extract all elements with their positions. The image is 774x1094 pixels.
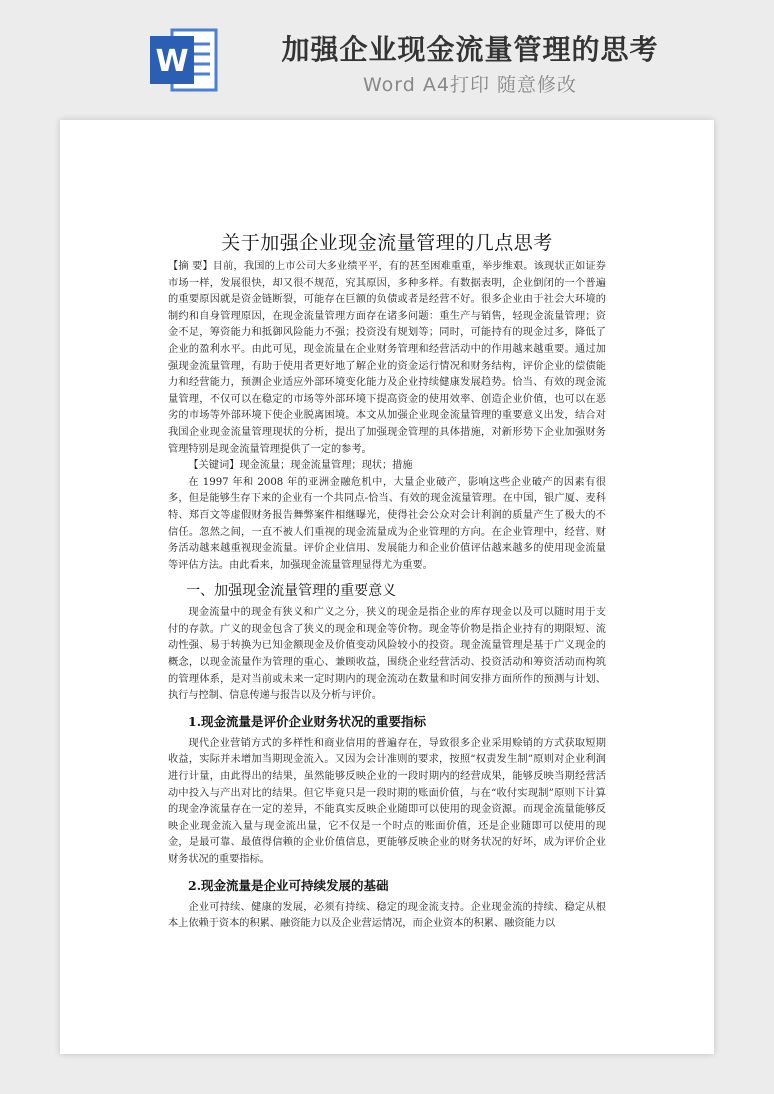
abstract: 【摘 要】目前，我国的上市公司大多业绩平平，有的甚至困难重重，举步维艰。该现状正如证券市场一样，发展很快，却又很不规范，究其原因，多种多样。有数据表明，企业倒闭的一个普遍的重要原因就是资金链断裂，可能存在巨额的负债或者是经营不好。很多企业由于社会大环境的制约和自身管理原因，在现金流量管理方面存在诸多问题：重生产与销售，轻现金流量管理；资金不足，筹资能力和抵御风险能力不强；投资没有规划等；同时，可能持有的现金过多，降低了企业的盈利水平。由此可见，现金流量在企业财务管理和经营活动中的作用越来越重要。通过加强现金流量管理，有助于使用者更好地了解企业的资金运行情况和财务结构，评价企业的偿债能力和经营能力，预测企业适应外部环境变化能力及企业持续健康发展趋势。恰当、有效的现金流量管理，不仅可以在稳定的市场等外部环境下提高资金的使用效率、创造企业价值，也可以在恶劣的市场等外部环境下使企业脱离困境。本文从加强企业现金流量管理的重要意义出发，结合对我国企业现金流量管理现状的分析，提出了加强现金管理的具体措施，对新形势下企业加强财务管理特别是现金流量管理提供了一定的参考。: [168, 261, 606, 455]
intro-paragraph: 在 1997 年和 2008 年的亚洲金融危机中，大量企业破产，影响这些企业破产的因素有很多，但是能够生存下来的企业有一个共同点-恰当、有效的现金流量管理。在中国，银广厦、麦科特、郑百文等虚假财务报告舞弊案件相继曝光，使得社会公众对会计利润的质量产生了极大的不信任。忽然之间，一直不被人们重视的现金流量成为企业管理的方向。在企业管理中，经营、财务活动越来越重视现金流量。评价企业信用、发展能力和企业价值评估越来越多的使用现金流量等评估方法。由此看来，加强现金流量管理显得尤为重要。: [168, 476, 606, 571]
svg-text:W: W: [155, 44, 189, 79]
subsection2-paragraph: 企业可持续、健康的发展，必须有持续、稳定的现金流支持。企业现金流的持续、稳定从根本上依赖于资本的积累、融资能力以及企业营运情况，而企业资本的积累、融资能力以: [168, 901, 606, 930]
keywords: 【关键词】现金流量；现金流量管理；现状；措施: [188, 460, 413, 472]
document-page: [60, 120, 714, 1054]
subsection1-paragraph: 现代企业营销方式的多样性和商业信用的普遍存在，导致很多企业采用赊销的方式获取短期收益，实际并未增加当期现金流入。又因为会计准则的要求，按照“权责发生制”原则对企业利润进行计量，由此得出的结果，虽然能够反映企业的一段时期内的经营成果，能够反映当期经营活动中投入与产出对比的结果。但它毕竟只是一段时期的账面价值，与在“收付实现制”原则下计算的现金净流量存在一定的差异，不能真实反映企业随即可以使用的现金资源。而现金流量能够反映企业现金流入量与现金流出量，它不仅是一个时点的账面价值，还是企业随即可以使用的现金，是最可靠、最值得信赖的企业价值信息，更能够反映企业的财务状况的好坏，成为评价企业财务状况的重要指标。: [168, 737, 606, 865]
subsection2-heading: 2.现金流量是企业可持续发展的基础: [188, 877, 389, 893]
document-title: 关于加强企业现金流量管理的几点思考: [221, 232, 553, 254]
banner-title: 加强企业现金流量管理的思考: [281, 33, 659, 66]
banner-subtitle: Word A4打印 随意修改: [362, 74, 577, 96]
section1-paragraph: 现金流量中的现金有狭义和广义之分，狭义的现金是指企业的库存现金以及可以随时用于支付的存款。广义的现金包含了狭义的现金和现金等价物。现金等价物是指企业持有的期限短、流动性强、易于转换为已知金额现金及价值变动风险较小的投资。现金流量管理是基于广义现金的概念，以现金流量作为管理的重心、兼顾收益，围绕企业经营活动、投资活动和筹资活动而构筑的管理体系，是对当前或未来一定时期内的现金流动在数量和时间安排方面所作的预测与计划、执行与控制、信息传递与报告以及分析与评价。: [168, 607, 606, 702]
header-banner: [0, 0, 774, 108]
word-icon: [150, 24, 220, 96]
section1-heading: 一、加强现金流量管理的重要意义: [186, 583, 397, 600]
document-content: [168, 228, 606, 933]
subsection1-heading: 1.现金流量是评价企业财务状况的重要指标: [188, 713, 427, 729]
